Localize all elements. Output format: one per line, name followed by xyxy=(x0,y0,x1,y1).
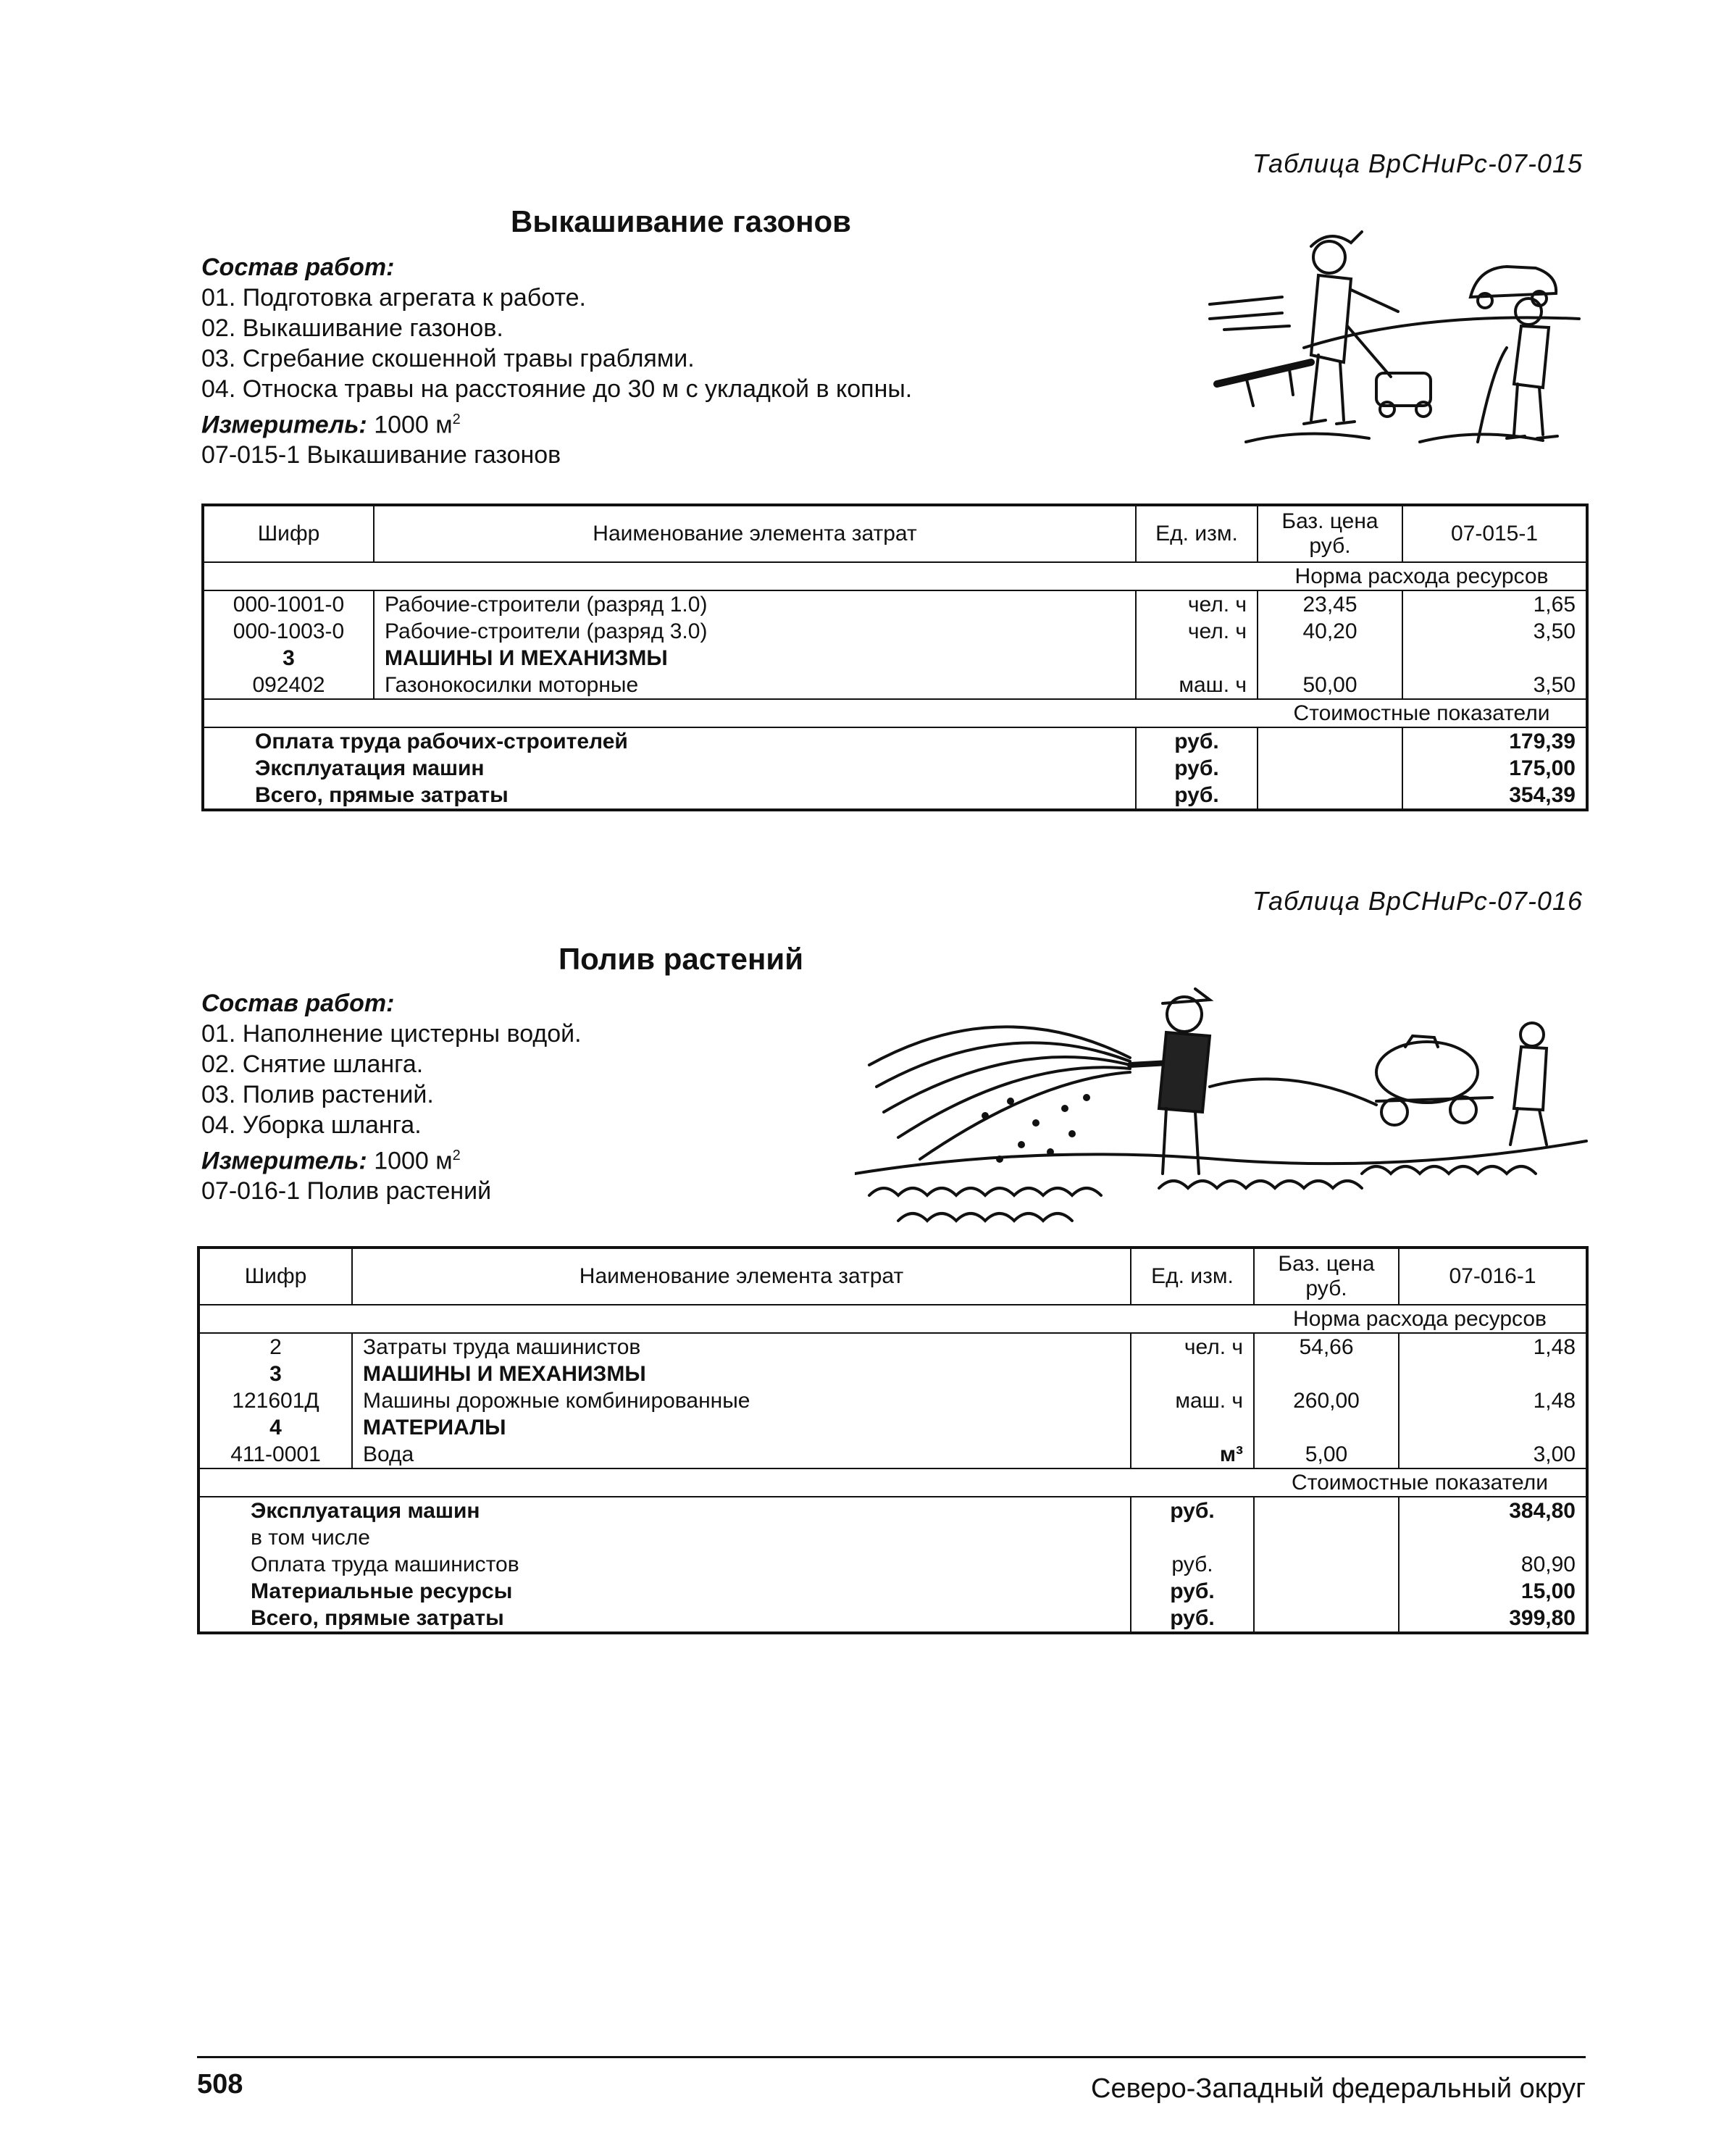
table-row: 000-1003-0 Рабочие-строители (разряд 3.0) чел. ч 40,20 3,50 xyxy=(203,618,1587,645)
section-title-1: Выкашивание газонов xyxy=(511,204,851,238)
header-code: Шифр xyxy=(203,505,374,562)
table-caption-1: Таблица ВрСНиРс-07-015 xyxy=(1252,149,1583,178)
norm-row xyxy=(198,1305,1587,1333)
header-unit: Ед. изм. xyxy=(1131,1248,1254,1305)
table-row: 2 Затраты труда машинистов чел. ч 54,66 1,48 xyxy=(198,1333,1587,1361)
works-header: Состав работ: xyxy=(201,254,395,281)
sum-row: Материальные ресурсы руб. 15,00 xyxy=(198,1578,1587,1605)
measure-line: Измеритель: 1000 $м^2$ xyxy=(201,411,461,439)
page-number: 508 xyxy=(197,2069,243,2099)
work-step: 02. Снятие шланга. xyxy=(201,1050,424,1078)
cost-label: Стоимостные показатели xyxy=(1254,1468,1587,1497)
header-code: Шифр xyxy=(198,1248,352,1305)
measure-line: Измеритель: 1000 $м^2$ xyxy=(201,1147,461,1175)
sum-row: Эксплуатация машин руб. 384,80 xyxy=(198,1497,1587,1524)
work-step: 01. Подготовка агрегата к работе. xyxy=(201,284,586,312)
work-step: 03. Полив растений. xyxy=(201,1081,434,1108)
work-step: 02. Выкашивание газонов. xyxy=(201,314,503,342)
sum-row: Оплата труда машинистов руб. 80,90 xyxy=(198,1551,1587,1578)
header-unit: Ед. изм. xyxy=(1136,505,1258,562)
cost-label: Стоимостные показатели xyxy=(1258,699,1587,727)
work-step: 04. Уборка шланга. xyxy=(201,1111,422,1139)
header-name: Наименование элемента затрат xyxy=(352,1248,1131,1305)
header-price: Баз. цена руб. xyxy=(1258,505,1402,562)
table-caption-2: Таблица ВрСНиРс-07-016 xyxy=(1252,886,1583,916)
lawn-mowing-illustration xyxy=(1202,210,1594,456)
header-item-code: 07-015-1 xyxy=(1402,505,1587,562)
sum-row: Всего, прямые затраты руб. 399,80 xyxy=(198,1605,1587,1633)
table-row: 000-1001-0 Рабочие-строители (разряд 1.0) чел. ч 23,45 1,65 xyxy=(203,590,1587,618)
table-row: 411-0001 Вода м³ 5,00 3,00 xyxy=(198,1441,1587,1468)
cost-table-2 xyxy=(197,1246,1589,1634)
header-item-code: 07-016-1 xyxy=(1399,1248,1587,1305)
table-row: 121601Д Машины дорожные комбинированные маш. ч 260,00 1,48 xyxy=(198,1387,1587,1414)
table-row: 092402 Газонокосилки моторные маш. ч 50,00 3,50 xyxy=(203,672,1587,699)
cost-indicators-row xyxy=(198,1468,1587,1497)
norm-row xyxy=(203,562,1587,590)
district-name: Северо-Западный федеральный округ xyxy=(1091,2073,1586,2104)
item-line: 07-016-1 Полив растений xyxy=(201,1177,492,1206)
work-step: 03. Сгребание скошенной травы граблями. xyxy=(201,345,695,372)
footer-divider xyxy=(197,2056,1586,2058)
work-composition-2 xyxy=(201,988,853,1206)
watering-illustration xyxy=(855,978,1594,1239)
table-header-row xyxy=(203,505,1587,562)
sum-row: Оплата труда рабочих-строителей руб. 179,39 xyxy=(203,727,1587,755)
works-header: Состав работ: xyxy=(201,990,395,1017)
cost-table-1 xyxy=(201,504,1589,811)
table-row: 3 МАШИНЫ И МЕХАНИЗМЫ xyxy=(198,1361,1587,1387)
cost-indicators-row xyxy=(203,699,1587,727)
work-composition-1 xyxy=(201,252,1143,470)
header-price: Баз. цена руб. xyxy=(1254,1248,1399,1305)
header-name: Наименование элемента затрат xyxy=(374,505,1136,562)
norm-label: Норма расхода ресурсов xyxy=(1254,1305,1587,1333)
section-title-2: Полив растений xyxy=(558,942,804,976)
item-line: 07-015-1 Выкашивание газонов xyxy=(201,441,561,469)
sum-row: Эксплуатация машин руб. 175,00 xyxy=(203,755,1587,782)
norm-label: Норма расхода ресурсов xyxy=(1258,562,1587,590)
work-step: 01. Наполнение цистерны водой. xyxy=(201,1020,582,1048)
sum-row: в том числе xyxy=(198,1524,1587,1551)
table-row: 4 МАТЕРИАЛЫ xyxy=(198,1414,1587,1441)
work-step: 04. Относка травы на расстояние до 30 м с укладкой в копны. xyxy=(201,375,913,403)
sum-row: Всего, прямые затраты руб. 354,39 xyxy=(203,782,1587,810)
table-row: 3 МАШИНЫ И МЕХАНИЗМЫ xyxy=(203,645,1587,672)
table-header-row xyxy=(198,1248,1587,1305)
